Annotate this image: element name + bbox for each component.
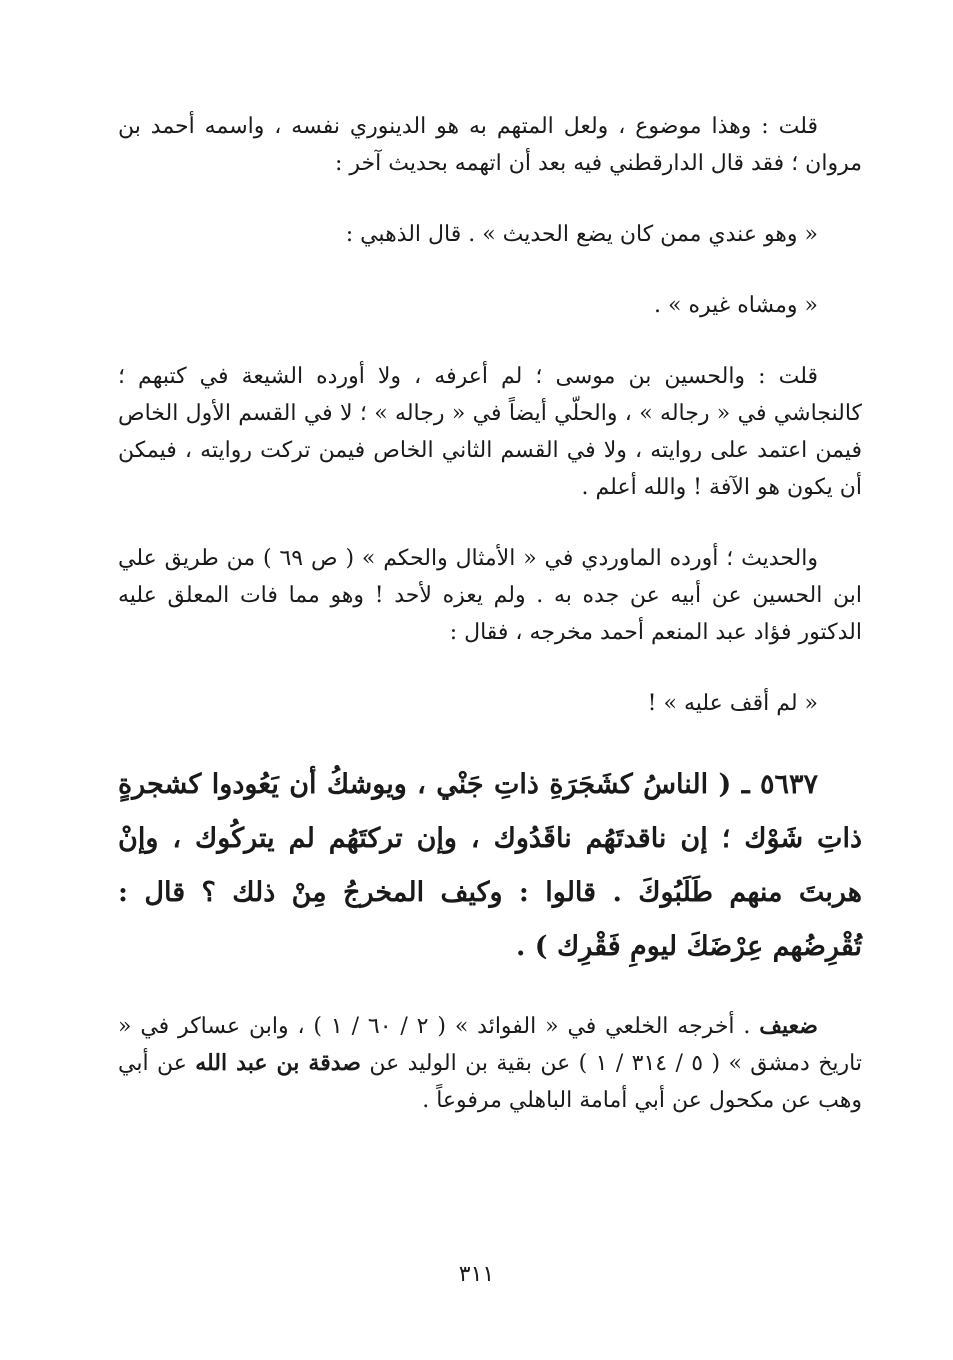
- grading-label: ضعيف: [759, 1013, 818, 1039]
- quote-daraqutni: « وهو عندي ممن كان يضع الحديث » . قال الذهبي :: [345, 222, 818, 247]
- quote-dhahabi: « ومشاه غيره » .: [654, 293, 818, 318]
- hadith-5637: ٥٦٣٧ ـ ( الناسُ كشَجَرَةِ ذاتِ جَنْي ، ويوشكُ أن يَعُودوا كشجرةٍ ذاتِ شَوْك ؛ إن ناقدتَهُم ناقَدُوك ، وإن تركتَهُم لم يتركُوك ، وإنْ هربتَ منهم طَلَبُوكَ . قالوا : وكيف المخرجُ مِنْ ذلك ؟ قال : تُقْرِضُهم عِرْضَكَ ليومِ فَقْرِك ) .: [118, 769, 862, 962]
- spacer: [118, 974, 862, 1008]
- spacer: [118, 253, 862, 287]
- grading-text-2: عن أبي وهب عن مكحول عن أبي أمامة الباهلي مرفوعاً .: [118, 1051, 862, 1113]
- spacer: [118, 324, 862, 358]
- paragraph-grading: [118, 1008, 862, 1119]
- narrator-name: صدقة بن عبد الله: [195, 1050, 361, 1076]
- paragraph-husayn-ibn-musa: قلت : والحسين بن موسى ؛ لم أعرفه ، ولا أورده الشيعة في كتبهم ؛ كالنجاشي في « رجاله » ، والحلّي أيضاً في « رجاله » ؛ لا في القسم الأول الخاص فيمن اعتمد على روايته ، ولا في القسم الثاني الخاص فيمن تركت روايته ، فيمكن أن يكون هو الآفة ! والله أعلم .: [118, 364, 862, 500]
- grading-text-1: . أخرجه الخلعي في « الفوائد » ( ٢ / ٦٠ / ١ ) ، وابن عساكر في « تاريخ دمشق » ( ٥ / ٣١٤ / ١ ) عن بقية بن الوليد عن: [118, 1014, 862, 1076]
- quote-not-found: « لم أقف عليه » !: [647, 691, 818, 716]
- page-content: [118, 108, 862, 1119]
- spacer: [118, 506, 862, 540]
- paragraph-dinawari-note: قلت : وهذا موضوع ، ولعل المتهم به هو الدينوري نفسه ، واسمه أحمد بن مروان ؛ فقد قال الدارقطني فيه بعد أن اتهمه بحديث آخر :: [118, 114, 862, 176]
- spacer: [118, 722, 862, 758]
- spacer: [118, 651, 862, 685]
- spacer: [118, 182, 862, 216]
- page-number: ٣١١: [458, 1262, 495, 1287]
- paragraph-mawardi: والحديث ؛ أورده الماوردي في « الأمثال والحكم » ( ص ٦٩ ) من طريق علي ابن الحسين عن أبيه عن جده به . ولم يعزه لأحد ! وهو مما فات المعلق عليه الدكتور فؤاد عبد المنعم أحمد مخرجه ، فقال :: [118, 546, 862, 645]
